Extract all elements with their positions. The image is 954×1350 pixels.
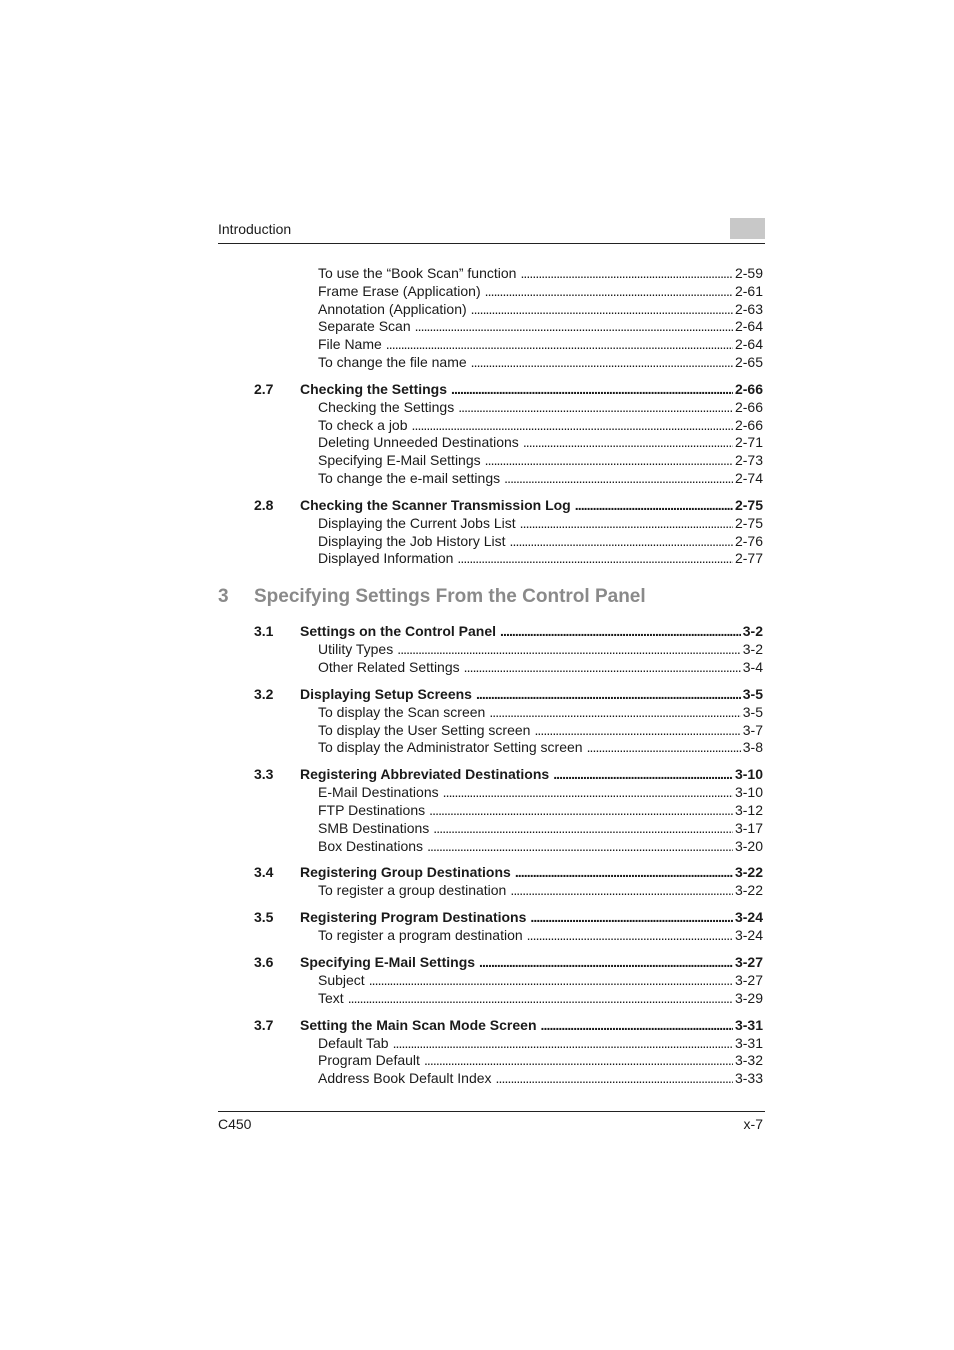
toc-page-number: 2-64 — [734, 336, 763, 353]
toc-page-number: 2-66 — [734, 380, 763, 397]
toc-page-number: 2-59 — [734, 265, 763, 281]
toc-entry-title: To use the “Book Scan” function — [318, 265, 517, 281]
toc-page-number: 3-22 — [734, 882, 763, 899]
toc-entry-title: To display the User Setting screen — [318, 721, 531, 738]
toc-entry-title: Settings on the Control Panel — [300, 623, 497, 640]
dot-leader — [386, 336, 733, 354]
toc-page-number: 3-24 — [734, 927, 763, 944]
toc-section-3-3[interactable] — [218, 765, 765, 784]
dot-leader — [471, 354, 733, 372]
toc-entry-title: To register a program destination — [318, 927, 523, 944]
toc-page-number: 2-73 — [734, 452, 763, 469]
toc-entry[interactable] — [218, 318, 765, 336]
toc-entry[interactable] — [218, 927, 765, 945]
toc-page-number: 3-27 — [734, 971, 763, 988]
dot-leader — [464, 659, 741, 677]
dot-leader — [534, 722, 740, 740]
section-number: 3.1 — [254, 623, 274, 640]
toc-entry-title: Deleting Unneeded Destinations — [318, 434, 519, 451]
toc-entry-title: To display the Administrator Setting screen — [318, 739, 583, 756]
toc-section-3-7[interactable] — [218, 1016, 765, 1035]
dot-leader — [527, 927, 733, 945]
toc-page-number: 2-74 — [734, 469, 763, 486]
chapter-number: 3 — [218, 586, 229, 608]
toc-page-number: 2-63 — [734, 300, 763, 317]
section-number: 2.8 — [254, 496, 274, 513]
toc-entry[interactable] — [218, 1070, 765, 1088]
toc-entry[interactable] — [218, 434, 765, 452]
toc-page-number: 3-2 — [742, 641, 763, 658]
header-title: Introduction — [218, 221, 292, 237]
dot-leader — [415, 318, 733, 336]
table-of-contents — [218, 265, 765, 1088]
dot-leader — [496, 1070, 733, 1088]
toc-entry-title: FTP Destinations — [318, 801, 426, 818]
toc-page-number: 3-2 — [742, 623, 763, 640]
toc-page-number: 2-71 — [734, 434, 763, 451]
toc-entry-title: File Name — [318, 336, 382, 353]
toc-page-number: 3-20 — [734, 837, 763, 854]
toc-page-number: 2-75 — [734, 514, 763, 531]
dot-leader — [348, 990, 733, 1008]
toc-entry[interactable] — [218, 301, 765, 319]
dot-leader — [471, 301, 733, 319]
toc-entry-title: Subject — [318, 971, 365, 988]
toc-entry-title: Box Destinations — [318, 837, 424, 854]
toc-entry-title: Utility Types — [318, 641, 394, 658]
dot-leader — [587, 739, 741, 757]
dot-leader — [397, 641, 741, 659]
dot-leader — [520, 265, 733, 283]
dot-leader — [457, 550, 733, 568]
toc-section-3-4[interactable] — [218, 863, 765, 882]
section-number: 3.2 — [254, 685, 274, 702]
section-number: 3.5 — [254, 909, 274, 926]
toc-entry[interactable] — [218, 641, 765, 659]
toc-entry-title: To check a job — [318, 416, 408, 433]
toc-entry-title: Separate Scan — [318, 318, 411, 335]
toc-entry[interactable] — [218, 1052, 765, 1070]
section-number: 3.7 — [254, 1016, 274, 1033]
toc-page-number: 2-64 — [734, 318, 763, 335]
toc-page-number: 3-12 — [734, 801, 763, 818]
toc-entry[interactable] — [218, 283, 765, 301]
toc-entry-title: Displaying the Job History List — [318, 532, 506, 549]
toc-page-number: 2-76 — [734, 532, 763, 549]
dot-leader — [393, 1035, 733, 1053]
toc-page-number: 3-22 — [734, 864, 763, 881]
toc-entry-title: SMB Destinations — [318, 819, 430, 836]
toc-entry-title: Annotation (Application) — [318, 300, 467, 317]
toc-page-number: 3-29 — [734, 989, 763, 1006]
dot-leader — [485, 283, 733, 301]
toc-page-number: 2-77 — [734, 550, 763, 567]
toc-page-number: 3-32 — [734, 1052, 763, 1069]
toc-page-number: 3-31 — [734, 1016, 763, 1033]
toc-entry[interactable] — [218, 1035, 765, 1053]
toc-entry-title: Registering Abbreviated Destinations — [300, 766, 550, 783]
toc-entry[interactable] — [218, 739, 765, 757]
toc-entry-title: Displaying the Current Jobs List — [318, 514, 516, 531]
toc-page-number: 3-17 — [734, 819, 763, 836]
toc-page-number: 3-5 — [742, 685, 763, 702]
dot-leader — [443, 784, 733, 802]
toc-page-number: 3-33 — [734, 1070, 763, 1087]
toc-entry-title: Specifying E-Mail Settings — [318, 452, 481, 469]
toc-page-number: 3-4 — [742, 658, 763, 675]
dot-leader — [553, 765, 733, 784]
page-header — [218, 218, 765, 244]
toc-page-number: 2-75 — [734, 496, 763, 513]
toc-entry[interactable] — [218, 659, 765, 677]
toc-entry[interactable] — [218, 470, 765, 488]
section-number: 3.4 — [254, 864, 274, 881]
toc-entry[interactable] — [218, 972, 765, 990]
toc-section-3-2[interactable] — [218, 685, 765, 704]
dot-leader — [451, 380, 733, 399]
toc-section-2-7[interactable] — [218, 380, 765, 399]
toc-entry[interactable] — [218, 722, 765, 740]
toc-entry-title: E-Mail Destinations — [318, 784, 439, 801]
dot-leader — [541, 1016, 733, 1035]
dot-leader — [530, 908, 733, 927]
dot-leader — [476, 685, 741, 704]
toc-section-2-8[interactable] — [218, 496, 765, 515]
toc-entry-title: Frame Erase (Application) — [318, 282, 481, 299]
dot-leader — [504, 470, 733, 488]
toc-entry-title: To display the Scan screen — [318, 703, 486, 720]
toc-page-number: 3-31 — [734, 1034, 763, 1051]
toc-entry-title: Checking the Scanner Transmission Log — [300, 496, 571, 513]
toc-entry-title: Registering Group Destinations — [300, 864, 511, 881]
page-footer — [218, 1111, 765, 1134]
toc-page-number: 2-65 — [734, 353, 763, 370]
dot-leader — [485, 452, 733, 470]
toc-section-3-5[interactable] — [218, 908, 765, 927]
toc-entry[interactable] — [218, 550, 765, 568]
toc-entry-title: Address Book Default Index — [318, 1070, 492, 1087]
toc-entry[interactable] — [218, 882, 765, 900]
dot-leader — [489, 704, 740, 722]
dot-leader — [369, 972, 733, 990]
toc-entry-title: To change the e-mail settings — [318, 469, 501, 486]
toc-entry[interactable] — [218, 784, 765, 802]
dot-leader — [510, 533, 733, 551]
footer-page-number: x-7 — [743, 1116, 763, 1132]
dot-leader — [510, 882, 733, 900]
toc-entry[interactable] — [218, 417, 765, 435]
dot-leader — [424, 1052, 733, 1070]
dot-leader — [575, 496, 733, 515]
toc-entry[interactable] — [218, 354, 765, 372]
toc-entry-title: Other Related Settings — [318, 658, 460, 675]
toc-entry-title: Default Tab — [318, 1034, 389, 1051]
toc-entry-title: Checking the Settings — [300, 380, 448, 397]
dot-leader — [500, 622, 741, 641]
toc-entry-title: To register a group destination — [318, 882, 507, 899]
footer-model: C450 — [218, 1116, 252, 1132]
toc-entry[interactable] — [218, 399, 765, 417]
dot-leader — [523, 434, 733, 452]
toc-entry-title: Registering Program Destinations — [300, 909, 527, 926]
toc-page-number: 3-7 — [742, 721, 763, 738]
toc-page-number: 2-66 — [734, 416, 763, 433]
toc-entry[interactable] — [218, 838, 765, 856]
toc-page-number: 3-5 — [742, 703, 763, 720]
toc-entry-title: Displayed Information — [318, 550, 454, 567]
toc-page-number: 3-10 — [734, 784, 763, 801]
toc-page-number: 3-10 — [734, 766, 763, 783]
toc-section-3-1[interactable] — [218, 622, 765, 641]
toc-page-number: 3-24 — [734, 909, 763, 926]
toc-page-number: 3-27 — [734, 953, 763, 970]
toc-entry[interactable] — [218, 704, 765, 722]
toc-entry[interactable] — [218, 265, 765, 283]
dot-leader — [515, 863, 733, 882]
toc-entry-title: Checking the Settings — [318, 398, 455, 415]
toc-section-3-6[interactable] — [218, 953, 765, 972]
toc-page-number: 3-8 — [742, 739, 763, 756]
toc-entry-title: To change the file name — [318, 353, 467, 370]
chapter-tab-marker — [730, 218, 765, 239]
toc-entry[interactable] — [218, 990, 765, 1008]
section-number: 3.6 — [254, 953, 274, 970]
toc-page-number: 2-61 — [734, 282, 763, 299]
dot-leader — [429, 802, 733, 820]
chapter-title: Specifying Settings From the Control Panel — [254, 586, 646, 608]
toc-entry-title: Setting the Main Scan Mode Screen — [300, 1016, 537, 1033]
dot-leader — [427, 838, 733, 856]
section-number: 2.7 — [254, 380, 274, 397]
chapter-heading[interactable] — [218, 586, 765, 614]
dot-leader — [433, 820, 733, 838]
toc-entry[interactable] — [218, 336, 765, 354]
dot-leader — [479, 953, 733, 972]
toc-entry[interactable] — [218, 533, 765, 551]
toc-entry[interactable] — [218, 515, 765, 533]
dot-leader — [520, 515, 733, 533]
toc-entry-title: Displaying Setup Screens — [300, 685, 472, 702]
toc-page-number: 2-66 — [734, 398, 763, 415]
toc-entry[interactable] — [218, 452, 765, 470]
toc-entry-title: Text — [318, 989, 344, 1006]
toc-entry[interactable] — [218, 802, 765, 820]
dot-leader — [412, 417, 733, 435]
section-number: 3.3 — [254, 766, 274, 783]
toc-entry-title: Specifying E-Mail Settings — [300, 953, 476, 970]
dot-leader — [458, 399, 733, 417]
toc-entry-title: Program Default — [318, 1052, 420, 1069]
toc-entry[interactable] — [218, 820, 765, 838]
